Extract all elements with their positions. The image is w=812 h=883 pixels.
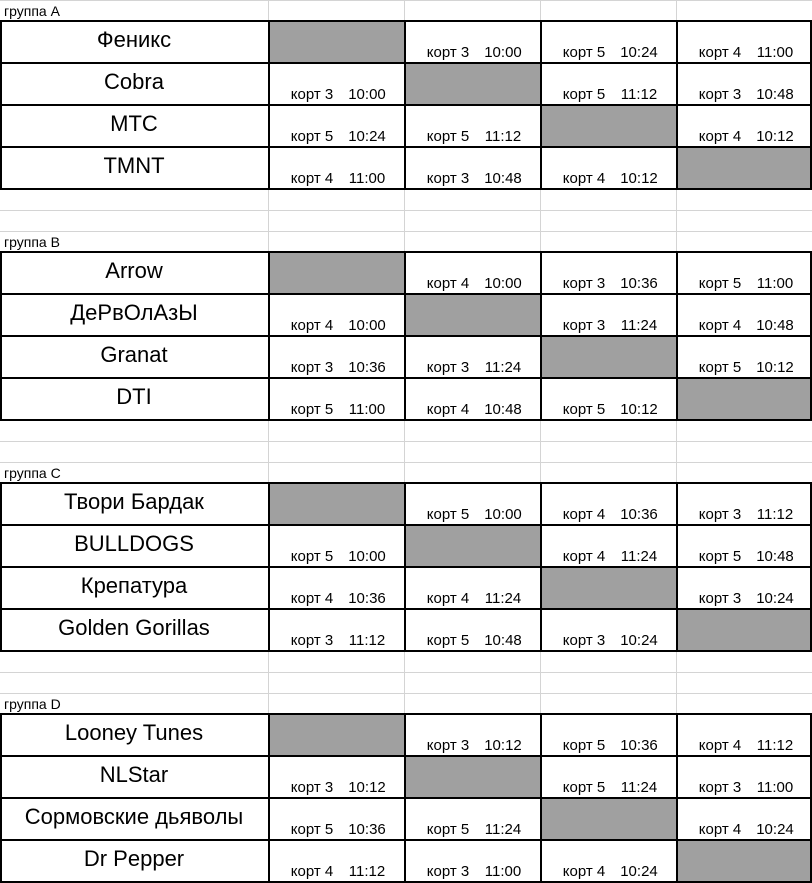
gridline-vertical <box>540 651 541 693</box>
blocked-cell <box>269 22 404 63</box>
table-border-horizontal <box>0 188 812 190</box>
team-name: NLStar <box>99 762 169 787</box>
match-time: 11:00 <box>756 275 794 292</box>
table-border-horizontal <box>0 566 812 568</box>
table-border-vertical <box>540 251 542 421</box>
table-border-vertical <box>0 482 2 652</box>
match-time: 11:24 <box>484 590 522 607</box>
match-time: 11:12 <box>348 632 386 649</box>
blocked-cell <box>269 253 404 294</box>
match-time: 10:48 <box>484 401 522 418</box>
blocked-cell <box>541 337 676 378</box>
table-border-horizontal <box>0 650 812 652</box>
table-border-horizontal <box>0 797 812 799</box>
match-time: 10:00 <box>348 86 386 103</box>
blocked-cell <box>405 64 540 105</box>
match-time: 10:48 <box>484 632 522 649</box>
gridline-vertical <box>268 231 269 252</box>
gridline-horizontal <box>0 462 812 463</box>
table-border-vertical <box>404 482 406 652</box>
match-court: корт 5 <box>290 548 334 565</box>
team-name: ДеРвОлАзЫ <box>70 300 198 325</box>
blocked-cell <box>677 841 811 882</box>
gridline-vertical <box>268 0 269 21</box>
gridline-vertical <box>404 651 405 693</box>
match-time: 11:24 <box>620 548 658 565</box>
match-time: 11:24 <box>484 821 522 838</box>
match-court: корт 4 <box>698 44 742 61</box>
match-time: 11:00 <box>756 44 794 61</box>
gridline-vertical <box>404 189 405 231</box>
match-court: корт 4 <box>290 863 334 880</box>
match-court: корт 4 <box>562 506 606 523</box>
match-court: корт 3 <box>426 170 470 187</box>
gridline-vertical <box>268 462 269 483</box>
match-court: корт 5 <box>562 737 606 754</box>
table-border-vertical <box>540 20 542 190</box>
match-court: корт 5 <box>562 401 606 418</box>
match-time: 10:48 <box>484 170 522 187</box>
match-time: 10:12 <box>756 359 794 376</box>
match-time: 10:36 <box>348 590 386 607</box>
match-time: 10:36 <box>620 737 658 754</box>
group-label: группа A <box>4 3 60 19</box>
gridline-vertical <box>540 462 541 483</box>
gridline-horizontal <box>0 672 812 673</box>
match-time: 10:12 <box>620 401 658 418</box>
table-border-vertical <box>0 20 2 190</box>
gridline-vertical <box>268 420 269 462</box>
gridline-horizontal <box>0 0 812 1</box>
match-time: 10:36 <box>348 359 386 376</box>
gridline-vertical <box>404 462 405 483</box>
match-time: 10:48 <box>756 548 794 565</box>
match-court: корт 4 <box>698 128 742 145</box>
match-court: корт 3 <box>698 506 742 523</box>
table-border-vertical <box>676 251 678 421</box>
match-time: 10:00 <box>348 548 386 565</box>
match-court: корт 4 <box>698 317 742 334</box>
match-court: корт 3 <box>426 44 470 61</box>
gridline-vertical <box>540 0 541 21</box>
match-court: корт 4 <box>290 590 334 607</box>
table-border-horizontal <box>0 839 812 841</box>
match-time: 10:00 <box>484 506 522 523</box>
match-court: корт 5 <box>562 86 606 103</box>
team-name: Твори Бардак <box>64 489 204 514</box>
match-court: корт 5 <box>698 359 742 376</box>
match-court: корт 4 <box>698 737 742 754</box>
team-name: Dr Pepper <box>83 846 185 871</box>
gridline-vertical <box>404 231 405 252</box>
blocked-cell <box>405 295 540 336</box>
gridline-vertical <box>404 0 405 21</box>
table-border-horizontal <box>0 104 812 106</box>
match-court: корт 4 <box>562 548 606 565</box>
gridline-vertical <box>676 651 677 693</box>
team-name: DTI <box>116 384 152 409</box>
gridline-vertical <box>676 462 677 483</box>
match-court: корт 5 <box>290 401 334 418</box>
match-time: 10:36 <box>620 506 658 523</box>
match-time: 11:12 <box>756 737 794 754</box>
match-court: корт 5 <box>698 548 742 565</box>
team-name: Cobra <box>104 69 164 94</box>
table-border-vertical <box>404 20 406 190</box>
match-court: корт 3 <box>562 317 606 334</box>
match-court: корт 4 <box>562 170 606 187</box>
table-border-vertical <box>540 482 542 652</box>
blocked-cell <box>405 757 540 798</box>
gridline-horizontal <box>0 231 812 232</box>
match-court: корт 5 <box>290 821 334 838</box>
match-court: корт 5 <box>426 128 470 145</box>
match-time: 11:12 <box>756 506 794 523</box>
match-time: 11:00 <box>348 401 386 418</box>
match-time: 10:24 <box>348 128 386 145</box>
match-time: 11:24 <box>620 317 658 334</box>
match-time: 11:24 <box>620 779 658 796</box>
gridline-vertical <box>268 651 269 693</box>
team-name: Golden Gorillas <box>58 615 210 640</box>
gridline-vertical <box>540 420 541 462</box>
gridline-vertical <box>676 0 677 21</box>
group-label: группа B <box>4 234 60 250</box>
match-court: корт 4 <box>562 863 606 880</box>
team-name: BULLDOGS <box>74 531 194 556</box>
table-border-vertical <box>676 713 678 883</box>
match-time: 11:00 <box>756 779 794 796</box>
gridline-vertical <box>540 693 541 714</box>
table-border-vertical <box>540 713 542 883</box>
table-border-vertical <box>404 713 406 883</box>
match-court: корт 5 <box>426 506 470 523</box>
match-time: 10:24 <box>620 44 658 61</box>
table-border-vertical <box>268 251 270 421</box>
match-court: корт 3 <box>290 779 334 796</box>
match-time: 11:12 <box>348 863 386 880</box>
blocked-cell <box>677 148 811 189</box>
match-time: 10:24 <box>756 590 794 607</box>
match-time: 10:12 <box>484 737 522 754</box>
gridline-vertical <box>268 189 269 231</box>
blocked-cell <box>541 799 676 840</box>
table-border-vertical <box>268 20 270 190</box>
gridline-vertical <box>676 420 677 462</box>
match-court: корт 5 <box>562 779 606 796</box>
match-time: 10:48 <box>756 317 794 334</box>
match-time: 10:00 <box>348 317 386 334</box>
group-label: группа D <box>4 696 61 712</box>
blocked-cell <box>541 106 676 147</box>
match-time: 10:12 <box>756 128 794 145</box>
table-border-horizontal <box>0 608 812 610</box>
table-border-vertical <box>676 482 678 652</box>
table-border-horizontal <box>0 755 812 757</box>
match-court: корт 3 <box>562 632 606 649</box>
match-court: корт 5 <box>698 275 742 292</box>
blocked-cell <box>405 526 540 567</box>
match-court: корт 3 <box>426 359 470 376</box>
match-time: 11:12 <box>484 128 522 145</box>
gridline-vertical <box>676 189 677 231</box>
blocked-cell <box>269 715 404 756</box>
table-border-horizontal <box>0 377 812 379</box>
match-court: корт 5 <box>426 821 470 838</box>
gridline-horizontal <box>0 441 812 442</box>
table-border-horizontal <box>0 713 812 715</box>
match-time: 10:00 <box>484 44 522 61</box>
gridline-vertical <box>676 693 677 714</box>
team-name: TMNT <box>103 153 165 178</box>
table-border-horizontal <box>0 482 812 484</box>
table-border-vertical <box>404 251 406 421</box>
gridline-vertical <box>268 693 269 714</box>
match-court: корт 4 <box>426 590 470 607</box>
match-court: корт 4 <box>426 275 470 292</box>
match-time: 11:00 <box>348 170 386 187</box>
gridline-vertical <box>404 420 405 462</box>
blocked-cell <box>677 379 811 420</box>
match-court: корт 4 <box>290 170 334 187</box>
match-time: 10:12 <box>348 779 386 796</box>
team-name: Феникс <box>96 27 172 52</box>
table-border-horizontal <box>0 524 812 526</box>
table-border-horizontal <box>0 293 812 295</box>
table-border-vertical <box>0 251 2 421</box>
match-time: 11:24 <box>484 359 522 376</box>
match-court: корт 5 <box>562 44 606 61</box>
match-time: 11:00 <box>484 863 522 880</box>
match-court: корт 3 <box>698 86 742 103</box>
blocked-cell <box>677 610 811 651</box>
table-border-vertical <box>268 482 270 652</box>
match-court: корт 3 <box>562 275 606 292</box>
match-court: корт 5 <box>426 632 470 649</box>
match-time: 10:24 <box>756 821 794 838</box>
match-time: 10:24 <box>620 632 658 649</box>
blocked-cell <box>269 484 404 525</box>
table-border-horizontal <box>0 251 812 253</box>
match-court: корт 5 <box>290 128 334 145</box>
team-name: Granat <box>100 342 168 367</box>
match-court: корт 3 <box>698 779 742 796</box>
table-border-vertical <box>676 20 678 190</box>
gridline-horizontal <box>0 210 812 211</box>
match-time: 10:00 <box>484 275 522 292</box>
gridline-vertical <box>540 231 541 252</box>
gridline-vertical <box>676 231 677 252</box>
match-court: корт 3 <box>290 86 334 103</box>
gridline-vertical <box>404 693 405 714</box>
match-court: корт 3 <box>290 632 334 649</box>
table-border-vertical <box>0 713 2 883</box>
gridline-horizontal <box>0 693 812 694</box>
group-label: группа C <box>4 465 61 481</box>
match-time: 10:48 <box>756 86 794 103</box>
match-court: корт 4 <box>290 317 334 334</box>
table-border-horizontal <box>0 20 812 22</box>
match-court: корт 3 <box>426 863 470 880</box>
team-name: MTC <box>110 111 158 136</box>
match-time: 10:36 <box>620 275 658 292</box>
table-border-horizontal <box>0 335 812 337</box>
match-time: 10:12 <box>620 170 658 187</box>
team-name: Сормовские дьяволы <box>24 804 244 829</box>
match-court: корт 3 <box>290 359 334 376</box>
team-name: Крепатура <box>80 573 188 598</box>
match-court: корт 3 <box>698 590 742 607</box>
match-time: 11:12 <box>620 86 658 103</box>
match-time: 10:36 <box>348 821 386 838</box>
match-court: корт 4 <box>426 401 470 418</box>
table-border-horizontal <box>0 62 812 64</box>
team-name: Arrow <box>105 258 163 283</box>
match-court: корт 3 <box>426 737 470 754</box>
table-border-horizontal <box>0 419 812 421</box>
team-name: Looney Tunes <box>64 720 204 745</box>
table-border-vertical <box>268 713 270 883</box>
match-time: 10:24 <box>620 863 658 880</box>
gridline-vertical <box>540 189 541 231</box>
table-border-horizontal <box>0 146 812 148</box>
match-court: корт 4 <box>698 821 742 838</box>
blocked-cell <box>541 568 676 609</box>
